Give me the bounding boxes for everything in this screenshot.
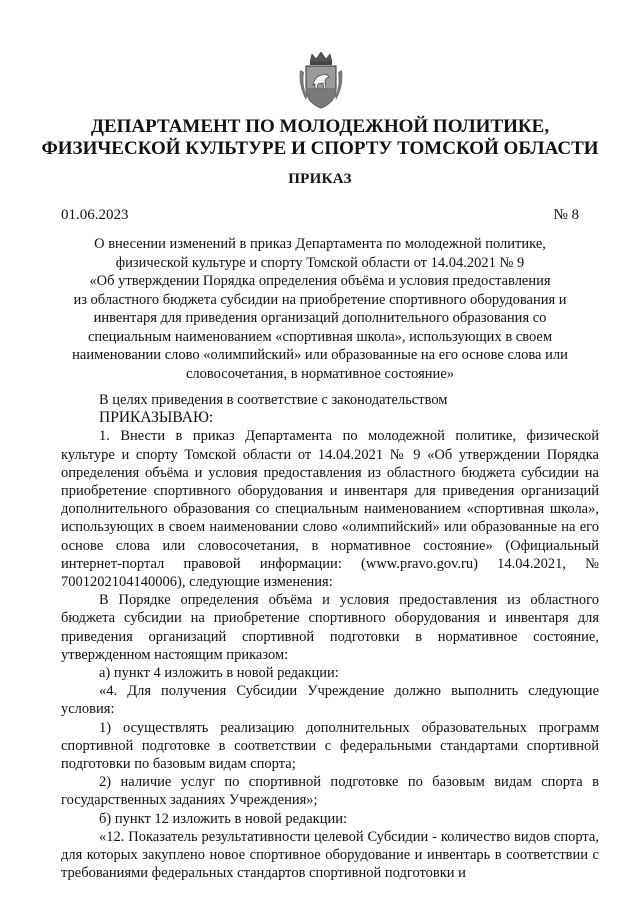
- subject-line: физической культуре и спорту Томской области от 14.04.2021 № 9: [115, 254, 525, 271]
- paragraph: «4. Для получения Субсидии Учреждение должно выполнить следующие условия:: [61, 683, 599, 718]
- department-line-1: ДЕПАРТАМЕНТ ПО МОЛОДЕЖНОЙ ПОЛИТИКЕ,: [90, 116, 550, 137]
- paragraph: «12. Показатель результативности целевой Субсидии - количество видов спорта, для которых закуплено новое спортивное оборудование и инвентарь в соответствии с требованиями федеральных стандартов спортивной подготовки и: [61, 828, 599, 882]
- department-name: [40, 116, 600, 160]
- subject-line: «Об утверждении Порядка определения объёма и условия предоставления: [89, 273, 551, 289]
- subject-line: О внесении изменений в приказ Департамента по молодежной политике,: [94, 236, 546, 252]
- paragraph: а) пункт 4 изложить в новой редакции:: [99, 665, 339, 682]
- subject-line: специальным наименованием «спортивная школа», использующих в своем: [87, 328, 553, 345]
- document-type: ПРИКАЗ: [288, 171, 352, 187]
- coat-of-arms-icon: [298, 52, 344, 110]
- document-body: [61, 391, 599, 882]
- subject-line: словосочетания, в нормативное состояние»: [185, 365, 455, 382]
- department-line-2: ФИЗИЧЕСКОЙ КУЛЬТУРЕ И СПОРТУ ТОМСКОЙ ОБЛАСТИ: [41, 138, 599, 159]
- subject-line: инвентаря для приведения организаций дополнительного образования со: [93, 310, 547, 326]
- paragraph: 1. Внести в приказ Департамента по молодежной политике, физической культуре и спорту Томской области от 14.04.2021 № 9 «Об утверждении Порядка определения объёма и условия предоставления из областного бюджета субсидии на приобретение спортивного оборудования и инвентаря для приведения организаций дополнительного образования со специальным наименованием «спортивная школа», использующих в своем наименовании слово «олимпийский» или образованные на его основе слова или словосочетания, в нормативное состояние» (Официальный интернет-портал правовой информации: (www.pravo.gov.ru) 14.04.2021, № 7001202104140006), следующие изменения:: [61, 428, 599, 591]
- paragraph: 1) осуществлять реализацию дополнительных образовательных программ спортивной подготовке в соответствии с федеральными стандартами спортивной подготовки по базовым видам спорта;: [61, 719, 599, 773]
- document-number: № 8: [553, 207, 579, 223]
- subject-line: наименовании слово «олимпийский» или образованные на его основе слова или: [72, 347, 568, 363]
- paragraph: 2) наличие услуг по спортивной подготовке по базовым видам спорта в государственных заданиях Учреждения»;: [61, 774, 599, 809]
- document-subject: [61, 235, 579, 383]
- paragraph: В Порядке определения объёма и условия предоставления из областного бюджета субсидии на приобретение спортивного оборудования и инвентаря для приведения организаций спортивной подготовки в нормативное состояние, утвержденном настоящим приказом:: [61, 592, 599, 663]
- paragraph: б) пункт 12 изложить в новой редакции:: [99, 810, 348, 827]
- order-word: ПРИКАЗЫВАЮ:: [99, 409, 214, 427]
- intro-paragraph: В целях приведения в соответствие с законодательством: [99, 392, 448, 408]
- document-date: 01.06.2023: [61, 207, 129, 223]
- subject-line: из областного бюджета субсидии на приобретение спортивного оборудования и: [73, 291, 567, 308]
